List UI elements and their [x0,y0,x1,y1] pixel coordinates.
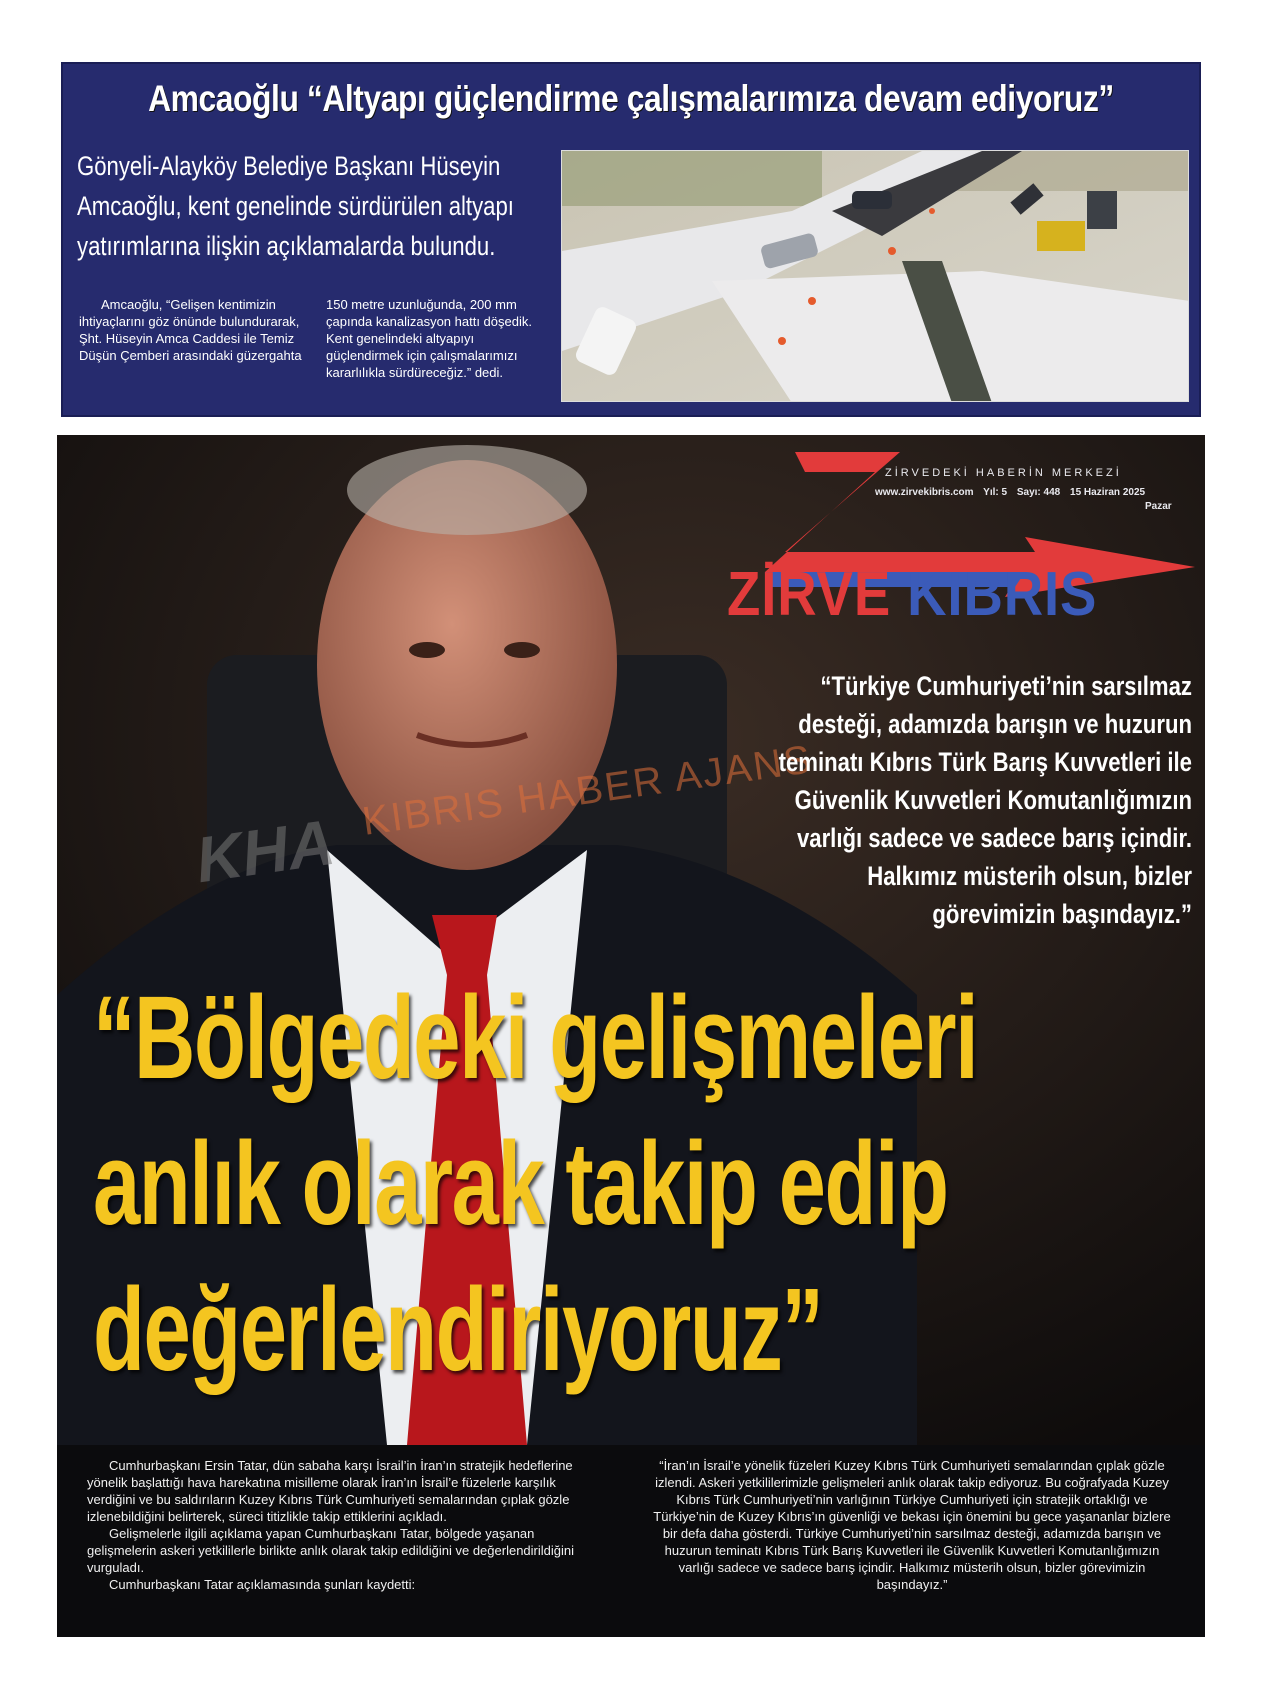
side-quote: “Türkiye Cumhuriyeti’nin sarsılmaz desteği, adamızda barışın ve huzurun teminatı Kıbrıs Türk Barış Kuvvetleri ile Güvenlik Kuvvetleri Komutanlığımızın varlığı sadece ve sadece barış içindir. Halkımız müsterih olsun, bizler görevimizin başındayız.” [778,671,1192,929]
roadwork-aerial-photo [561,150,1189,402]
top-story-box [61,62,1201,417]
main-story-panel [57,435,1205,1637]
main-story-column-1 [87,1457,607,1593]
masthead-year: Yıl: 5 [983,487,1008,498]
masthead [725,447,1195,629]
top-story-headline: Amcaoğlu “Altyapı güçlendirme çalışmalarımıza devam ediyoruz” [148,78,1114,119]
body-paragraph-2: Gelişmelerle ilgili açıklama yapan Cumhurbaşkanı Tatar, bölgede yaşanan gelişmelerin askeri yetkililerle birlikte anlık olarak takip edildiğini ve değerlendirildiğini vurguladı. [87,1526,575,1575]
body-paragraph-3: Cumhurbaşkanı Tatar açıklamasında şunları kaydetti: [109,1577,416,1592]
masthead-issue: Sayı: 448 [1016,487,1061,498]
top-story-column-2: 150 metre uzunluğunda, 200 mm çapında kanalizasyon hattı döşedik. Kent genelindeki altyapıyı güçlendirmek için çalışmalarımızı kararlılıkla sürdüreceğiz.” dedi. [326,297,532,380]
main-story-column-2: “İran’ın İsrail’e yönelik füzeleri Kuzey Kıbrıs Türk Cumhuriyeti semalarından çıplak gözle izlendi. Askeri yetkililerimizle gelişmeleri anlık olarak takip ediyoruz. Bu coğrafyada Kuzey Kıbrıs Türk Cumhuriyeti’nin varlığının Türkiye Cumhuriyeti için stratejik ortaklığı ve Türkiye’nin de Kuzey Kıbrıs’ın güvenliği ve bekası için önemini bu gece yaşananlar bizlere bir defa daha gösterdi. Türkiye Cumhuriyeti’nin sarsılmaz desteği, adamızda barışın ve huzurun teminatı Kıbrıs Türk Barış Kuvvetleri ile Güvenlik Kuvvetleri Komutanlığımızın varlığı sadece ve sadece barış içindir. Halkımız müsterih olsun, bizler görevimizin başındayız.” [653,1458,1171,1592]
masthead-title-part1: ZİRVE [727,560,892,629]
masthead-day: Pazar [1145,501,1172,512]
top-story-column-1: Amcaoğlu, “Gelişen kentimizin ihtiyaçlarını göz önünde bulundurarak, Şht. Hüseyin Amca Caddesi ile Temiz Düşün Çemberi arasındaki güzergahta [79,297,302,363]
top-story-lead: Gönyeli-Alayköy Belediye Başkanı Hüseyin Amcaoğlu, kent genelinde sürdürülen altyapı yatırımlarına ilişkin açıklamalarda bulundu. [77,151,514,261]
body-paragraph-1: Cumhurbaşkanı Ersin Tatar, dün sabaha karşı İsrail’in İran’ın stratejik hedeflerine yönelik başlattığı hava harekatına misilleme olarak İran’ın İsrail’e füzelerle karşılık verdiğini ve bu saldırıların Kuzey Kıbrıs Türk Cumhuriyeti semalarından çıplak gözle izlenebildiğini belirterek, süreci titizlikle takip ettiklerini açıkladı. [87,1458,573,1524]
masthead-info [875,487,1152,498]
main-headline-line-3: değerlendiriyoruz” [93,1264,823,1396]
masthead-date: 15 Haziran 2025 [1070,487,1146,498]
top-story-columns [79,296,549,406]
main-story-body [87,1457,1177,1627]
roadwork-aerial-illustration [562,151,1189,402]
watermark-text: KIBRIS HABER AJANS [359,737,816,844]
masthead-website: www.zirvekibris.com [875,487,974,498]
main-headline-line-2: anlık olarak takip edip [93,1118,948,1250]
watermark-logo: KHA [191,805,339,897]
masthead-title [727,559,1097,630]
masthead-title-part2: KIBRIS [907,560,1098,629]
main-headline [93,965,1173,1403]
masthead-tagline: ZİRVEDEKİ HABERİN MERKEZİ [885,467,1122,479]
main-headline-line-1: “Bölgedeki gelişmeleri [93,972,978,1104]
